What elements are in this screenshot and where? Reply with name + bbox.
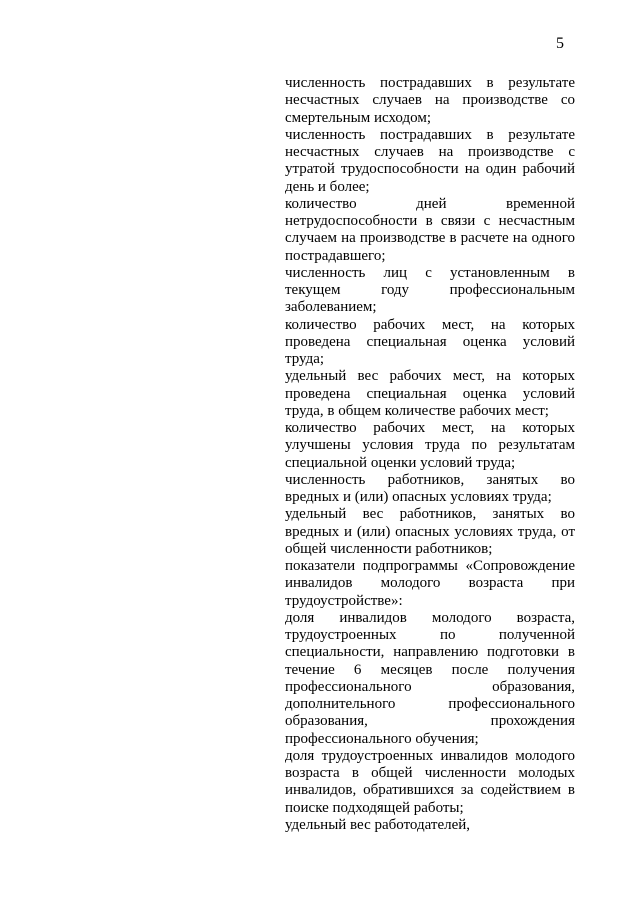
paragraph-occupational-disease: численность лиц с установленным в текущем году профессиональным заболеванием;: [285, 264, 575, 316]
paragraph-fatal-accident-victims: численность пострадавших в результате несчастных случаев на производстве со смертельным исходом;: [285, 75, 575, 126]
paragraph-employers-share: удельный вес работодателей,: [285, 816, 471, 833]
paragraph-young-disabled-employed-specialty: доля инвалидов молодого возраста, трудоустроенных по полученной специальности, направлению подготовки в течение 6 месяцев после получения профессионального образования, дополнительного профессионального образования, прохождения профессионального обучения;: [285, 609, 575, 747]
page-number: 5: [556, 35, 564, 52]
paragraph-subprogram-heading: показатели подпрограммы «Сопровождение инвалидов молодого возраста при трудоустройстве»:: [285, 558, 575, 609]
paragraph-workplaces-assessed-share: удельный вес рабочих мест, на которых проведена специальная оценка условий труда, в общем количестве рабочих мест;: [285, 368, 575, 419]
paragraph-hazardous-workers-share: удельный вес работников, занятых во вредных и (или) опасных условиях труда, от общей численности работников;: [285, 506, 575, 557]
text-column: [285, 75, 575, 834]
paragraph-workplaces-assessed: количество рабочих мест, на которых проведена специальная оценка условий труда;: [285, 316, 575, 367]
paragraph-disability-accident-victims: численность пострадавших в результате несчастных случаев на производстве с утратой трудоспособности на один рабочий день и более;: [285, 126, 575, 195]
paragraph-workplaces-improved: количество рабочих мест, на которых улучшены условия труда по результатам специальной оценки условий труда;: [285, 420, 575, 471]
paragraph-hazardous-workers: численность работников, занятых во вредных и (или) опасных условиях труда;: [285, 471, 575, 505]
paragraph-temporary-disability-days: количество дней временной нетрудоспособности в связи с несчастным случаем на производстве в расчете на одного пострадавшего;: [285, 195, 575, 264]
paragraph-young-disabled-employed-share: доля трудоустроенных инвалидов молодого возраста в общей численности молодых инвалидов, обратившихся за содействием в поиске подходящей работы;: [285, 747, 575, 816]
